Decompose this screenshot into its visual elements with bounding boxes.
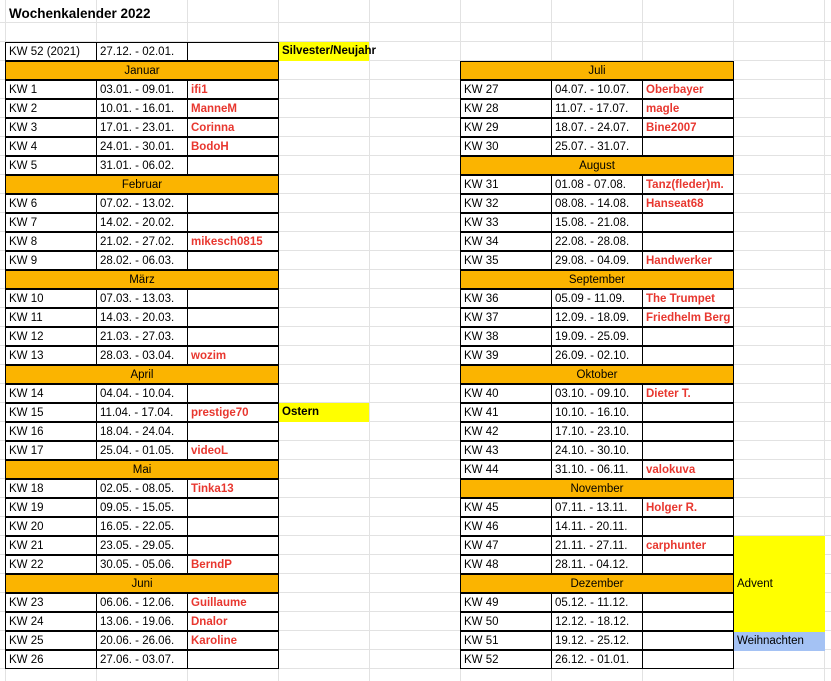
participant-name-cell[interactable] [187, 384, 279, 403]
date-range-cell[interactable]: 31.10. - 06.11. [551, 460, 643, 479]
week-number-cell[interactable]: KW 51 [460, 631, 552, 650]
participant-name-cell[interactable]: ManneM [187, 99, 279, 118]
week-number-cell[interactable]: KW 47 [460, 536, 552, 555]
week-number-cell[interactable]: KW 3 [5, 118, 97, 137]
date-range-cell[interactable]: 07.11. - 13.11. [551, 498, 643, 517]
participant-name-cell[interactable] [187, 289, 279, 308]
date-range-cell[interactable]: 16.05. - 22.05. [96, 517, 188, 536]
participant-name-cell[interactable] [642, 422, 734, 441]
date-range-cell[interactable]: 07.02. - 13.02. [96, 194, 188, 213]
participant-name-cell[interactable]: BerndP [187, 555, 279, 574]
date-range-cell[interactable]: 11.04. - 17.04. [96, 403, 188, 422]
weihnachten-note[interactable]: Weihnachten [734, 632, 825, 651]
date-range-cell[interactable]: 30.05. - 05.06. [96, 555, 188, 574]
week-number-cell[interactable]: KW 1 [5, 80, 97, 99]
week-number-cell[interactable]: KW 44 [460, 460, 552, 479]
week-number-cell[interactable]: KW 21 [5, 536, 97, 555]
week-number-cell[interactable]: KW 6 [5, 194, 97, 213]
week-number-cell[interactable]: KW 11 [5, 308, 97, 327]
participant-name-cell[interactable] [642, 137, 734, 156]
participant-name-cell[interactable]: prestige70 [187, 403, 279, 422]
week-number-cell[interactable]: KW 22 [5, 555, 97, 574]
participant-name-cell[interactable] [187, 536, 279, 555]
date-range-cell[interactable]: 24.10. - 30.10. [551, 441, 643, 460]
week-number-cell[interactable]: KW 41 [460, 403, 552, 422]
date-range-cell[interactable]: 28.11. - 04.12. [551, 555, 643, 574]
participant-name-cell[interactable] [642, 213, 734, 232]
date-range-cell[interactable]: 14.02. - 20.02. [96, 213, 188, 232]
date-range-cell[interactable]: 02.05. - 08.05. [96, 479, 188, 498]
month-header[interactable]: Januar [5, 61, 279, 80]
week-number-cell[interactable]: KW 8 [5, 232, 97, 251]
participant-name-cell[interactable] [642, 327, 734, 346]
week-number-cell[interactable]: KW 20 [5, 517, 97, 536]
participant-name-cell[interactable]: Corinna [187, 118, 279, 137]
week-number-cell[interactable]: KW 24 [5, 612, 97, 631]
week-number-cell[interactable]: KW 42 [460, 422, 552, 441]
participant-name-cell[interactable]: Guillaume [187, 593, 279, 612]
week-number-cell[interactable]: KW 31 [460, 175, 552, 194]
date-range-cell[interactable]: 29.08. - 04.09. [551, 251, 643, 270]
week-number-cell[interactable]: KW 38 [460, 327, 552, 346]
date-range-cell[interactable]: 05.12. - 11.12. [551, 593, 643, 612]
date-range-cell[interactable]: 26.09. - 02.10. [551, 346, 643, 365]
date-range-cell[interactable]: 31.01. - 06.02. [96, 156, 188, 175]
month-header[interactable]: November [460, 479, 734, 498]
date-range-cell[interactable]: 08.08. - 14.08. [551, 194, 643, 213]
participant-name-cell[interactable] [642, 517, 734, 536]
date-range-cell[interactable]: 17.10. - 23.10. [551, 422, 643, 441]
month-header[interactable]: April [5, 365, 279, 384]
week-number-cell[interactable]: KW 36 [460, 289, 552, 308]
participant-name-cell[interactable]: The Trumpet [642, 289, 734, 308]
week-number-cell[interactable]: KW 52 [460, 650, 552, 669]
week-number-cell[interactable]: KW 34 [460, 232, 552, 251]
date-range-cell[interactable]: 23.05. - 29.05. [96, 536, 188, 555]
week-number-cell[interactable]: KW 49 [460, 593, 552, 612]
date-range-cell[interactable]: 07.03. - 13.03. [96, 289, 188, 308]
participant-name-cell[interactable]: Tinka13 [187, 479, 279, 498]
participant-name-cell[interactable] [187, 308, 279, 327]
date-range-cell[interactable]: 13.06. - 19.06. [96, 612, 188, 631]
month-header[interactable]: März [5, 270, 279, 289]
month-header[interactable]: Juni [5, 574, 279, 593]
date-range-cell[interactable]: 20.06. - 26.06. [96, 631, 188, 650]
week-number-cell[interactable]: KW 46 [460, 517, 552, 536]
date-range-cell[interactable]: 19.12. - 25.12. [551, 631, 643, 650]
month-header[interactable]: Mai [5, 460, 279, 479]
date-range-cell[interactable]: 18.04. - 24.04. [96, 422, 188, 441]
date-range-cell[interactable]: 22.08. - 28.08. [551, 232, 643, 251]
week-number-cell[interactable]: KW 23 [5, 593, 97, 612]
week-number-cell[interactable]: KW 45 [460, 498, 552, 517]
participant-name-cell[interactable] [187, 650, 279, 669]
date-range-cell[interactable]: 25.04. - 01.05. [96, 441, 188, 460]
week-number-cell[interactable]: KW 12 [5, 327, 97, 346]
week-number-cell[interactable]: KW 43 [460, 441, 552, 460]
date-range-cell[interactable]: 18.07. - 24.07. [551, 118, 643, 137]
date-range-cell[interactable]: 11.07. - 17.07. [551, 99, 643, 118]
participant-name-cell[interactable]: magle [642, 99, 734, 118]
date-range-cell[interactable]: 17.01. - 23.01. [96, 118, 188, 137]
week-number-cell[interactable]: KW 15 [5, 403, 97, 422]
week-number-cell[interactable]: KW 7 [5, 213, 97, 232]
participant-name-cell[interactable] [642, 593, 734, 612]
date-range-cell[interactable]: 26.12. - 01.01. [551, 650, 643, 669]
pre-dates-cell[interactable]: 27.12. - 02.01. [96, 42, 188, 61]
date-range-cell[interactable]: 25.07. - 31.07. [551, 137, 643, 156]
date-range-cell[interactable]: 28.03. - 03.04. [96, 346, 188, 365]
week-number-cell[interactable]: KW 5 [5, 156, 97, 175]
week-number-cell[interactable]: KW 48 [460, 555, 552, 574]
date-range-cell[interactable]: 14.11. - 20.11. [551, 517, 643, 536]
date-range-cell[interactable]: 21.02. - 27.02. [96, 232, 188, 251]
week-number-cell[interactable]: KW 26 [5, 650, 97, 669]
week-number-cell[interactable]: KW 50 [460, 612, 552, 631]
week-number-cell[interactable]: KW 39 [460, 346, 552, 365]
week-number-cell[interactable]: KW 37 [460, 308, 552, 327]
participant-name-cell[interactable]: wozim [187, 346, 279, 365]
participant-name-cell[interactable]: Handwerker [642, 251, 734, 270]
participant-name-cell[interactable]: Bine2007 [642, 118, 734, 137]
date-range-cell[interactable]: 21.11. - 27.11. [551, 536, 643, 555]
pre-name-cell[interactable] [187, 42, 279, 61]
date-range-cell[interactable]: 03.01. - 09.01. [96, 80, 188, 99]
date-range-cell[interactable]: 12.09. - 18.09. [551, 308, 643, 327]
date-range-cell[interactable]: 10.01. - 16.01. [96, 99, 188, 118]
participant-name-cell[interactable]: Hanseat68 [642, 194, 734, 213]
grid-line [369, 0, 370, 681]
participant-name-cell[interactable]: BodoH [187, 137, 279, 156]
date-range-cell[interactable]: 28.02. - 06.03. [96, 251, 188, 270]
date-range-cell[interactable]: 01.08 - 07.08. [551, 175, 643, 194]
date-range-cell[interactable]: 06.06. - 12.06. [96, 593, 188, 612]
participant-name-cell[interactable] [642, 232, 734, 251]
month-header[interactable]: Oktober [460, 365, 734, 384]
participant-name-cell[interactable] [187, 498, 279, 517]
holiday-note[interactable]: Ostern [279, 403, 369, 422]
month-header[interactable]: Dezember [460, 574, 734, 593]
participant-name-cell[interactable]: valokuva [642, 460, 734, 479]
participant-name-cell[interactable]: Karoline [187, 631, 279, 650]
week-number-cell[interactable]: KW 13 [5, 346, 97, 365]
week-number-cell[interactable]: KW 40 [460, 384, 552, 403]
participant-name-cell[interactable] [642, 650, 734, 669]
participant-name-cell[interactable] [642, 403, 734, 422]
participant-name-cell[interactable] [187, 517, 279, 536]
participant-name-cell[interactable]: mikesch0815 [187, 232, 279, 251]
date-range-cell[interactable]: 14.03. - 20.03. [96, 308, 188, 327]
participant-name-cell[interactable] [187, 213, 279, 232]
date-range-cell[interactable]: 12.12. - 18.12. [551, 612, 643, 631]
participant-name-cell[interactable]: videoL [187, 441, 279, 460]
date-range-cell[interactable]: 03.10. - 09.10. [551, 384, 643, 403]
participant-name-cell[interactable]: Oberbayer [642, 80, 734, 99]
week-number-cell[interactable]: KW 16 [5, 422, 97, 441]
pre-kw-cell[interactable]: KW 52 (2021) [5, 42, 97, 61]
participant-name-cell[interactable] [187, 194, 279, 213]
participant-name-cell[interactable] [187, 251, 279, 270]
silvester-note[interactable]: Silvester/Neujahr [279, 42, 369, 61]
participant-name-cell[interactable]: Dnalor [187, 612, 279, 631]
participant-name-cell[interactable]: carphunter [642, 536, 734, 555]
date-range-cell[interactable]: 09.05. - 15.05. [96, 498, 188, 517]
week-number-cell[interactable]: KW 18 [5, 479, 97, 498]
date-range-cell[interactable]: 05.09 - 11.09. [551, 289, 643, 308]
date-range-cell[interactable]: 10.10. - 16.10. [551, 403, 643, 422]
participant-name-cell[interactable]: Friedhelm Berg [642, 308, 734, 327]
month-header[interactable]: Juli [460, 61, 734, 80]
week-number-cell[interactable]: KW 10 [5, 289, 97, 308]
participant-name-cell[interactable] [642, 346, 734, 365]
participant-name-cell[interactable]: Dieter T. [642, 384, 734, 403]
participant-name-cell[interactable] [187, 422, 279, 441]
month-header[interactable]: August [460, 156, 734, 175]
month-header[interactable]: September [460, 270, 734, 289]
week-number-cell[interactable]: KW 17 [5, 441, 97, 460]
week-number-cell[interactable]: KW 4 [5, 137, 97, 156]
date-range-cell[interactable]: 27.06. - 03.07. [96, 650, 188, 669]
participant-name-cell[interactable]: Holger R. [642, 498, 734, 517]
week-number-cell[interactable]: KW 2 [5, 99, 97, 118]
participant-name-cell[interactable] [642, 612, 734, 631]
date-range-cell[interactable]: 15.08. - 21.08. [551, 213, 643, 232]
week-number-cell[interactable]: KW 27 [460, 80, 552, 99]
participant-name-cell[interactable] [642, 555, 734, 574]
participant-name-cell[interactable] [187, 327, 279, 346]
participant-name-cell[interactable]: ifi1 [187, 80, 279, 99]
participant-name-cell[interactable]: Tanz(fleder)m. [642, 175, 734, 194]
week-number-cell[interactable]: KW 32 [460, 194, 552, 213]
participant-name-cell[interactable] [642, 441, 734, 460]
week-number-cell[interactable]: KW 30 [460, 137, 552, 156]
date-range-cell[interactable]: 04.07. - 10.07. [551, 80, 643, 99]
week-number-cell[interactable]: KW 9 [5, 251, 97, 270]
week-number-cell[interactable]: KW 29 [460, 118, 552, 137]
date-range-cell[interactable]: 19.09. - 25.09. [551, 327, 643, 346]
participant-name-cell[interactable] [642, 631, 734, 650]
month-header[interactable]: Februar [5, 175, 279, 194]
date-range-cell[interactable]: 24.01. - 30.01. [96, 137, 188, 156]
participant-name-cell[interactable] [187, 156, 279, 175]
date-range-cell[interactable]: 21.03. - 27.03. [96, 327, 188, 346]
week-number-cell[interactable]: KW 14 [5, 384, 97, 403]
sheet-title: Wochenkalender 2022 [9, 6, 151, 21]
week-number-cell[interactable]: KW 33 [460, 213, 552, 232]
week-number-cell[interactable]: KW 25 [5, 631, 97, 650]
advent-note[interactable]: Advent [734, 536, 825, 632]
date-range-cell[interactable]: 04.04. - 10.04. [96, 384, 188, 403]
week-number-cell[interactable]: KW 35 [460, 251, 552, 270]
week-number-cell[interactable]: KW 28 [460, 99, 552, 118]
week-number-cell[interactable]: KW 19 [5, 498, 97, 517]
